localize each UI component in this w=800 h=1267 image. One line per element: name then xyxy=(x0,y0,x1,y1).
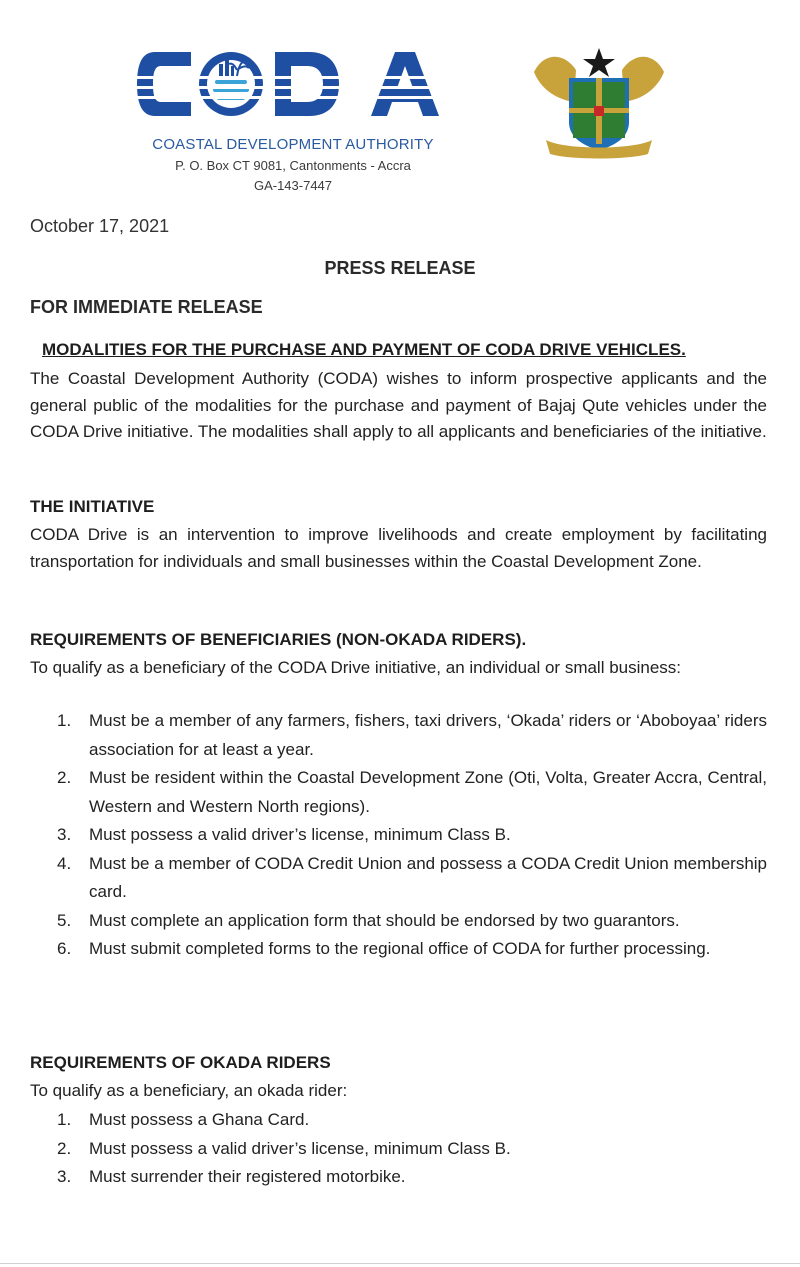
release-note: FOR IMMEDIATE RELEASE xyxy=(30,297,263,317)
list-item: 4. Must be a member of CODA Credit Union and possess a CODA Credit Union membership card. xyxy=(57,853,767,901)
okada-intro: To qualify as a beneficiary, an okada rider: xyxy=(30,1081,348,1100)
non-okada-requirements-list xyxy=(30,707,767,964)
org-name: COASTAL DEVELOPMENT AUTHORITY xyxy=(152,136,434,153)
list-item: 2. Must be resident within the Coastal Development Zone (Oti, Volta, Greater Accra, Central, Western and Western North regions). xyxy=(57,768,767,816)
page-bottom-rule xyxy=(0,1263,800,1264)
initiative-heading: THE INITIATIVE xyxy=(30,497,155,516)
subject-heading: MODALITIES FOR THE PURCHASE AND PAYMENT OF CODA DRIVE VEHICLES. xyxy=(42,340,686,359)
list-item: 1. Must be a member of any farmers, fishers, taxi drivers, ‘Okada’ riders or ‘Aboboyaa’ riders association for at least a year. xyxy=(57,711,767,759)
initiative-paragraph: CODA Drive is an intervention to improve livelihoods and create employment by facilitating transportation for individuals and small businesses within the Coastal Development Zone. xyxy=(30,525,767,571)
list-item: 3. Must surrender their registered motorbike. xyxy=(57,1167,406,1186)
non-okada-heading: REQUIREMENTS OF BENEFICIARIES (NON-OKADA RIDERS). xyxy=(30,630,527,649)
list-item: 1. Must possess a Ghana Card. xyxy=(57,1110,310,1129)
list-item: 5. Must complete an application form that should be endorsed by two guarantors. xyxy=(57,910,680,930)
okada-heading: REQUIREMENTS OF OKADA RIDERS xyxy=(30,1053,331,1072)
list-item: 6. Must submit completed forms to the regional office of CODA for further processing. xyxy=(57,939,711,958)
intro-paragraph: The Coastal Development Authority (CODA) wishes to inform prospective applicants and the general public of the modalities for the purchase and payment of Bajaj Qute vehicles under the CODA Drive initiative. The modalities shall apply to all applicants and beneficiaries of the initiative. xyxy=(30,369,767,441)
non-okada-intro: To qualify as a beneficiary of the CODA Drive initiative, an individual or small business: xyxy=(30,658,682,677)
list-item: 2. Must possess a valid driver’s license, minimum Class B. xyxy=(57,1138,511,1158)
org-address: P. O. Box CT 9081, Cantonments - Accra xyxy=(175,158,411,173)
coda-letterhead xyxy=(128,40,458,193)
org-digital-address: GA-143-7447 xyxy=(253,178,333,193)
okada-requirements-list xyxy=(30,1106,767,1192)
coda-logo-icon xyxy=(133,40,453,130)
list-item: 3. Must possess a valid driver’s license, minimum Class B. xyxy=(57,825,511,844)
ghana-coat-of-arms-icon xyxy=(524,42,674,162)
release-date: October 17, 2021 xyxy=(30,216,170,236)
page-title: PRESS RELEASE xyxy=(324,258,476,278)
